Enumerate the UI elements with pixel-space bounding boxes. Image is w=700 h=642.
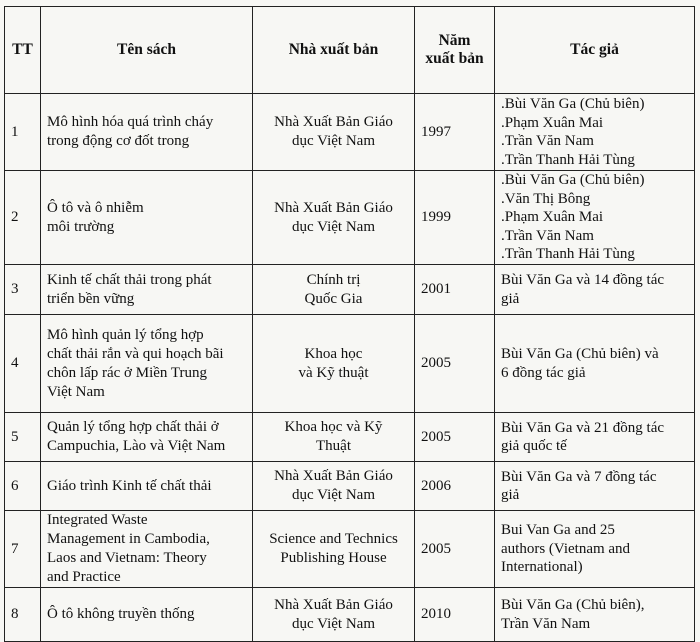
author-line: Bùi Văn Ga và 14 đồng tác [501, 272, 665, 288]
header-year [415, 7, 495, 94]
publisher-line: Khoa học [304, 345, 363, 362]
publisher-line: Khoa học và Kỹ [284, 419, 383, 435]
book-title-line: Integrated Waste [47, 512, 148, 528]
book-title-line: Ô tô không truyền thống [47, 606, 195, 622]
publisher [253, 588, 415, 642]
publisher [253, 265, 415, 315]
book-title-line: Mô hình quản lý tổng hợp [47, 326, 204, 343]
row-number: 5 [5, 413, 41, 462]
author-line: Trần Văn Nam [501, 615, 591, 632]
header-year-line1: Năm [438, 32, 471, 49]
book-title-line: môi trường [47, 218, 115, 235]
author-line: .Văn Thị Bông [501, 190, 591, 207]
book-title-line: Mô hình hóa quá trình cháy [47, 114, 214, 130]
table-row [5, 588, 695, 642]
author-line: .Phạm Xuân Mai [501, 114, 604, 131]
publisher-line: Thuật [316, 438, 351, 454]
row-number: 7 [5, 511, 41, 588]
book-title [41, 315, 253, 413]
book-title-line: chất thải rắn và qui hoạch bãi [47, 345, 224, 362]
book-title-line: Campuchia, Lào và Việt Nam [47, 438, 226, 454]
row-number: 8 [5, 588, 41, 642]
author-line: authors (Vietnam and [501, 540, 631, 557]
author-line: .Bùi Văn Ga (Chủ biên) [501, 96, 645, 112]
publisher [253, 511, 415, 588]
books-table [4, 6, 695, 642]
book-title [41, 265, 253, 315]
author-line: Bùi Văn Ga và 7 đồng tác [501, 468, 657, 485]
table-row [5, 511, 695, 588]
publisher [253, 413, 415, 462]
book-title-line: chôn lấp rác ở Miền Trung [47, 364, 207, 381]
table-row [5, 94, 695, 171]
author-line: .Phạm Xuân Mai [501, 209, 604, 226]
book-title-line: trong động cơ đốt trong [47, 133, 190, 149]
author-line: Bui Van Ga and 25 [501, 522, 615, 539]
header-authors: Tác giả [495, 7, 695, 94]
publish-year: 2001 [415, 265, 495, 315]
row-number: 1 [5, 94, 41, 171]
publisher [253, 171, 415, 265]
author-line: .Trần Văn Nam [501, 133, 594, 149]
table-row [5, 315, 695, 413]
header-publisher: Nhà xuất bản [253, 7, 415, 94]
publisher-line: Nhà Xuất Bản Giáo [274, 468, 393, 484]
table-row [5, 171, 695, 265]
publisher-line: dục Việt Nam [292, 133, 375, 149]
table-row [5, 265, 695, 315]
book-title [41, 588, 253, 642]
book-title-line: Việt Nam [47, 383, 105, 400]
author-line: Bùi Văn Ga (Chủ biên), [501, 597, 645, 613]
authors [495, 462, 695, 511]
book-title [41, 94, 253, 171]
book-title [41, 413, 253, 462]
table-body [5, 94, 695, 642]
book-title-line: and Practice [47, 569, 121, 585]
header-year-line2: xuất bản [425, 50, 484, 67]
publish-year: 2005 [415, 511, 495, 588]
book-title [41, 511, 253, 588]
publisher-line: Quốc Gia [304, 290, 363, 307]
publisher-line: dục Việt Nam [292, 615, 375, 632]
row-number: 2 [5, 171, 41, 265]
book-title-line: Management in Cambodia, [47, 531, 210, 547]
authors [495, 171, 695, 265]
header-title: Tên sách [41, 7, 253, 94]
authors [495, 94, 695, 171]
authors [495, 413, 695, 462]
publisher-line: Nhà Xuất Bản Giáo [274, 596, 393, 613]
book-title-line: Quản lý tổng hợp chất thải ở [47, 419, 219, 435]
author-line: .Trần Thanh Hải Tùng [501, 151, 635, 168]
book-title-line: Ô tô và ô nhiễm [47, 199, 144, 216]
authors [495, 588, 695, 642]
book-title-line: Kinh tế chất thải trong phát [47, 271, 212, 288]
authors [495, 265, 695, 315]
row-number: 6 [5, 462, 41, 511]
author-line: giả [501, 487, 520, 503]
header-tt: TT [5, 7, 41, 94]
publisher-line: Publishing House [280, 550, 387, 566]
author-line: .Trần Văn Nam [501, 227, 594, 244]
author-line: Bùi Văn Ga và 21 đồng tác [501, 419, 665, 436]
book-title-line: Laos and Vietnam: Theory [47, 550, 207, 566]
publisher-line: Chính trị [306, 271, 361, 288]
book-title-line: Giáo trình Kinh tế chất thải [47, 477, 212, 494]
publish-year: 2005 [415, 413, 495, 462]
publisher-line: dục Việt Nam [292, 487, 375, 503]
publisher [253, 94, 415, 171]
table-header-row [5, 7, 695, 94]
publisher-line: Nhà Xuất Bản Giáo [274, 114, 393, 130]
author-line: giả quốc tế [501, 438, 567, 454]
authors [495, 315, 695, 413]
publisher [253, 462, 415, 511]
publish-year: 2006 [415, 462, 495, 511]
author-line: .Trần Thanh Hải Tùng [501, 246, 635, 263]
author-line: giả [501, 290, 520, 307]
book-title-line: triển bền vững [47, 290, 135, 307]
row-number: 4 [5, 315, 41, 413]
publisher-line: dục Việt Nam [292, 218, 375, 235]
publish-year: 2005 [415, 315, 495, 413]
author-line: Bùi Văn Ga (Chủ biên) và [501, 346, 659, 362]
publisher-line: Nhà Xuất Bản Giáo [274, 199, 393, 216]
author-line: International) [501, 559, 583, 576]
publish-year: 2010 [415, 588, 495, 642]
author-line: .Bùi Văn Ga (Chủ biên) [501, 172, 645, 189]
table-row [5, 462, 695, 511]
publisher-line: và Kỹ thuật [298, 364, 369, 381]
authors [495, 511, 695, 588]
publisher [253, 315, 415, 413]
book-title [41, 462, 253, 511]
row-number: 3 [5, 265, 41, 315]
publisher-line: Science and Technics [269, 531, 398, 547]
book-title [41, 171, 253, 265]
author-line: 6 đồng tác giả [501, 364, 586, 381]
publish-year: 1999 [415, 171, 495, 265]
publish-year: 1997 [415, 94, 495, 171]
table-row [5, 413, 695, 462]
